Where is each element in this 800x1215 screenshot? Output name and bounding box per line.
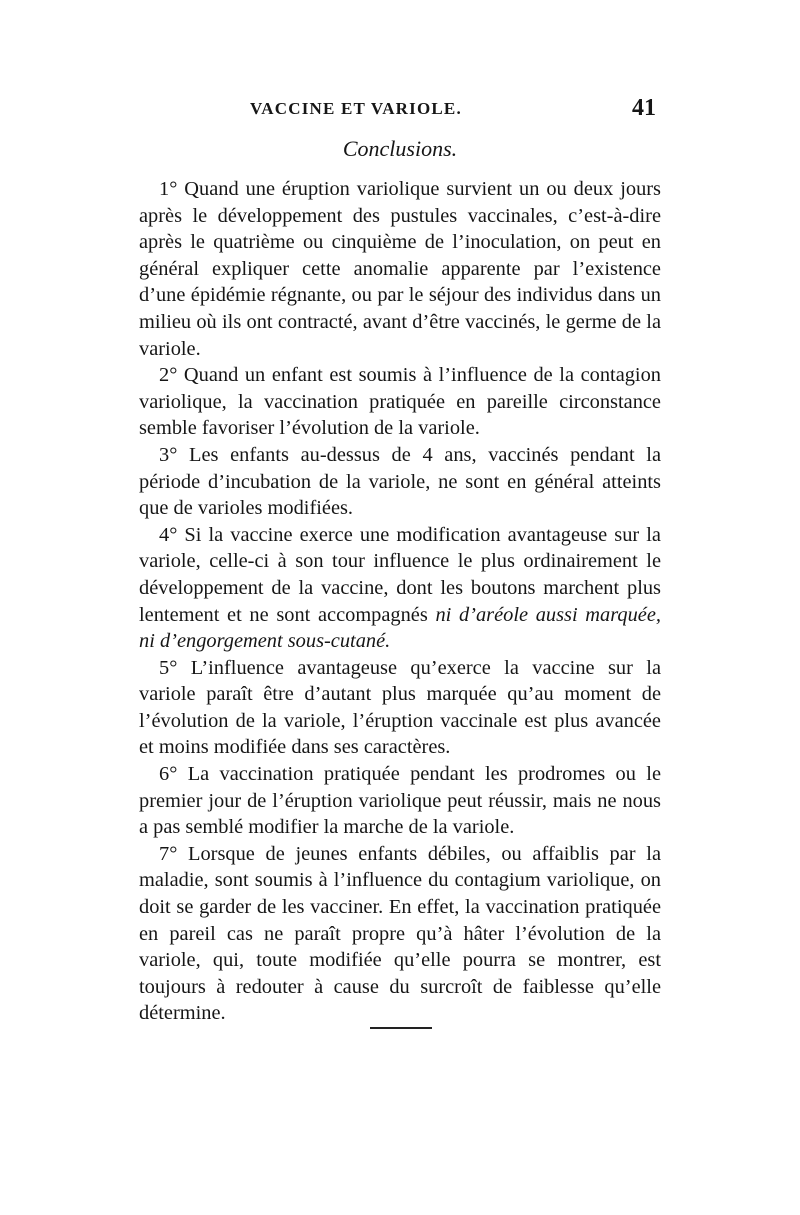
conclusion-paragraph-5 <box>139 655 661 761</box>
conclusion-paragraph-4 <box>139 522 661 655</box>
running-head <box>140 95 660 125</box>
body-text <box>139 176 661 1027</box>
end-rule <box>370 1027 432 1029</box>
paragraph-text: 4° Si la vaccine exerce une modification avantageuse sur la variole, celle-ci à son tour influence le plus ordinairement le développement de la vaccine, dont les boutons marchent plus lentement et ne sont accompagnés <box>139 523 661 626</box>
conclusion-paragraph-6 <box>139 761 661 841</box>
paragraph-text: 5° L’influence avantageuse qu’exerce la vaccine sur la variole paraît être d’autant plus marquée qu’au moment de l’évolution de la variole, l’éruption vaccinale est plus avancée et moins modifiée dans ses caractères. <box>139 656 661 759</box>
conclusion-paragraph-2 <box>139 362 661 442</box>
paragraph-text: 2° Quand un enfant est soumis à l’influence de la contagion variolique, la vaccination pratiquée en pareille circonstance semble favoriser l’évolution de la variole. <box>139 364 661 440</box>
paragraph-text: 7° Lorsque de jeunes enfants débiles, ou affaiblis par la maladie, sont soumis à l’influence du contagium variolique, on doit se garder de les vacciner. En effet, la vaccination pratiquée en pareil cas ne paraît propre qu’à hâter l’évolution de la variole, qui, toute modifiée qu’elle pourra se montrer, est toujours à redouter à cause du surcroît de faiblesse qu’elle détermine. <box>139 842 661 1025</box>
paragraph-text: 1° Quand une éruption variolique survient un ou deux jours après le développement des pustules vaccinales, c’est-à-dire après le quatrième ou cinquième de l’inoculation, on peut en général expliquer cette anomalie apparente par l’existence d’une épidémie régnante, ou par le séjour des individus dans un milieu où ils ont contracté, avant d’être vaccinés, le germe de la variole. <box>139 178 661 360</box>
running-title: VACCINE ET VARIOLE. <box>250 99 462 118</box>
paragraph-text: 3° Les enfants au-dessus de 4 ans, vaccinés pendant la période d’incubation de la variole, ne sont en général atteints que de varioles modifiées. <box>139 443 661 520</box>
conclusion-paragraph-1 <box>139 176 661 362</box>
paragraph-text: 6° La vaccination pratiquée pendant les prodromes ou le premier jour de l’éruption variolique peut réussir, mais ne nous a pas semblé modifier la marche de la variole. <box>139 763 661 839</box>
italic-emphasis: ni d’aréole aussi marquée, ni d’engorgement sous-cutané. <box>139 603 661 653</box>
page-number: 41 <box>632 95 656 121</box>
conclusion-paragraph-7 <box>139 841 661 1027</box>
conclusion-paragraph-3 <box>139 442 661 522</box>
section-title: Conclusions. <box>342 136 458 161</box>
